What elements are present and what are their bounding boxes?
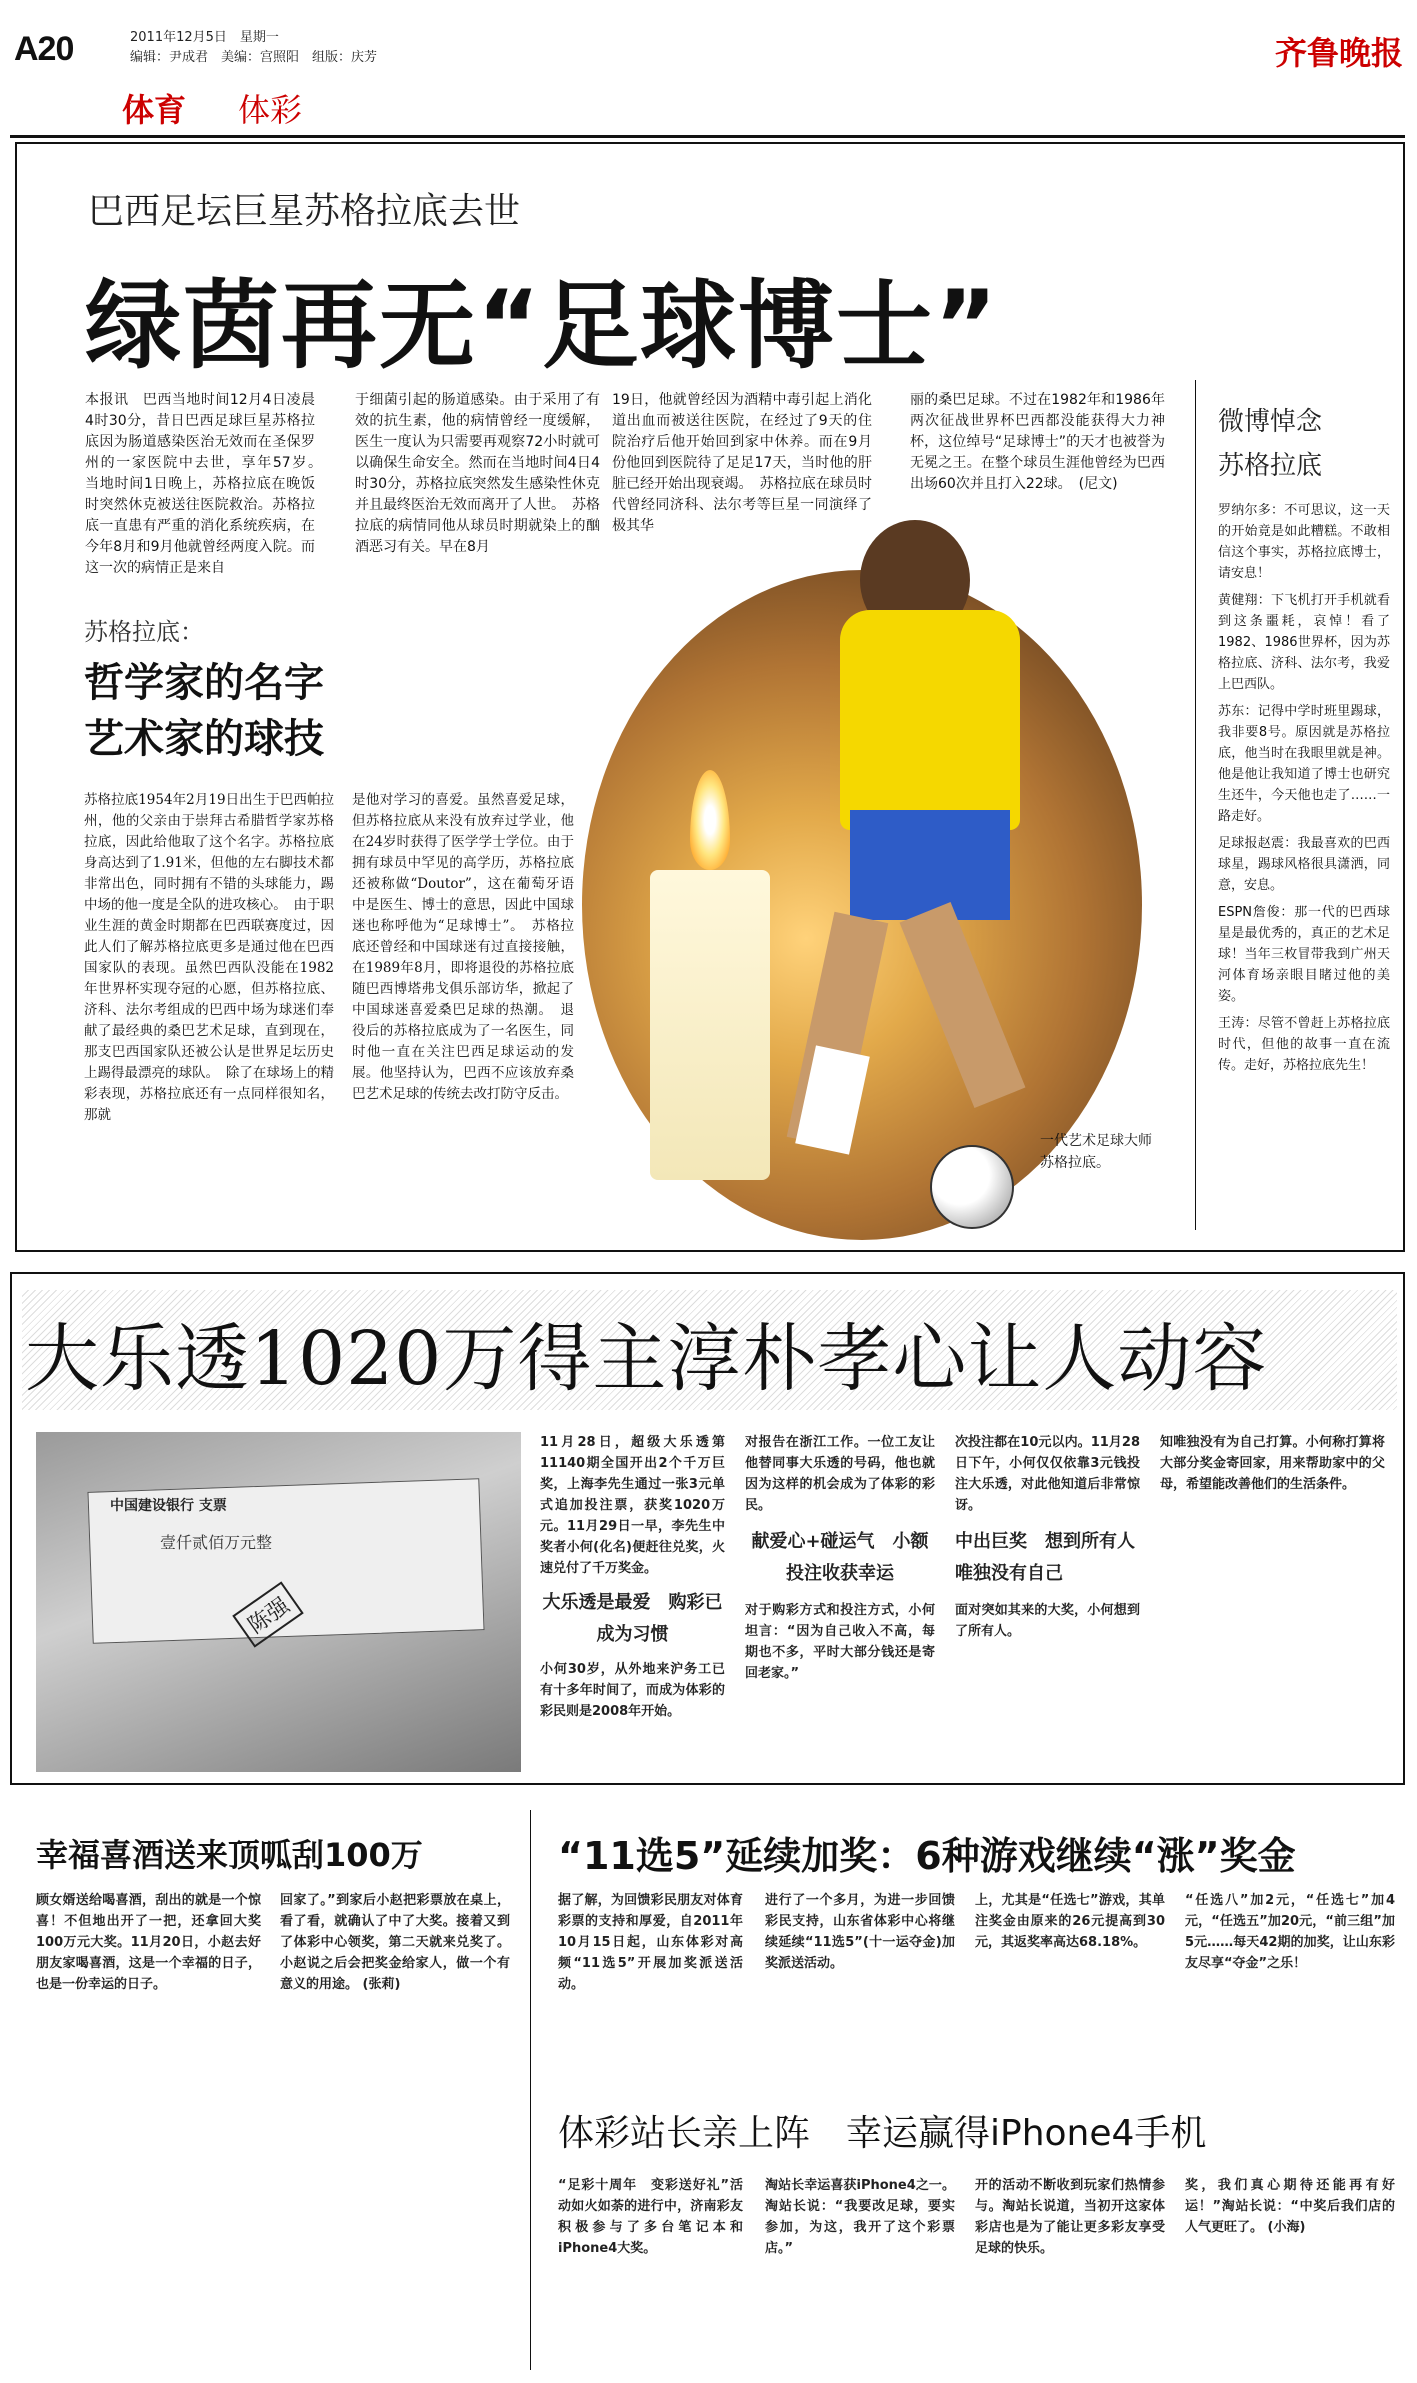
weibo-post: 罗纳尔多：不可思议，这一天的开始竟是如此糟糕。不敢相信这个事实，苏格拉底博士，请安息！ (1218, 503, 1390, 581)
profile-headline-line-1: 哲学家的名字 (84, 660, 324, 706)
wedding-column-1: 顾女婿送给喝喜酒，刮出的就是一个惊喜！不但地出开了一把，还拿回大奖100万元大奖。11月20日，小赵去好朋友家喝喜酒，这是一个幸福的日子，也是一份幸运的日子。 (36, 1893, 261, 1992)
lottery-column-1 (540, 1432, 725, 1722)
weibo-title-line-2: 苏格拉底 (1218, 451, 1323, 481)
iphone-column-3: 开的活动不断收到玩家们热情参与。淘站长说道，当初开这家体彩店也是为了能让更多彩友享受足球的快乐。 (975, 2178, 1165, 2256)
weibo-title-line-1: 微博悼念 (1218, 407, 1323, 437)
weibo-post: 足球报赵震：我最喜欢的巴西球星，踢球风格很具潇洒，同意，安息。 (1218, 836, 1390, 893)
weibo-posts (1218, 500, 1390, 1076)
weibo-tribute-title (1218, 400, 1322, 488)
lottery-subhead-2: 献爱心+碰运气 小额投注收获幸运 (751, 1531, 929, 1584)
weibo-post: 黄健翔：下飞机打开手机就看到这条噩耗，哀悼！看了1982、1986世界杯，因为苏格拉底、济科、法尔考，我爱上巴西队。 (1218, 593, 1390, 692)
cheque-bank-name: 中国建设银行 支票 (110, 1498, 227, 1514)
iphone-byline: (小海) (1267, 2220, 1306, 2235)
lottery-subhead-3: 中出巨奖 想到所有人唯独没有自己 (955, 1531, 1135, 1584)
player-shorts (850, 810, 1010, 920)
wedding-column-2 (280, 1890, 510, 1995)
newspaper-logo: 齐鲁晚报 (1274, 34, 1403, 72)
lottery-col1b-text: 小何30岁，从外地来沪务工已有十多年时间了，而成为体彩的彩民则是2008年开始。 (540, 1662, 725, 1719)
story-column-3: 19日，他就曾经因为酒精中毒引起上消化道出血而被送往医院，在经过了9天的住院治疗后他开始回到家中休养。而在9月份他回到医院待了足足17天，当时他的肝脏已经开始出现衰竭。 苏格拉底在球员时代曾经同济科、法尔考等巨星一同演绎了极其华 (612, 392, 872, 534)
section-lottery: 体彩 (238, 91, 303, 129)
weibo-post: ESPN詹俊：那一代的巴西球星是最优秀的，真正的艺术足球！当年三枚冒带我到广州天河体育场亲眼目睹过他的美姿。 (1218, 905, 1390, 1004)
profile-headline (84, 655, 464, 767)
story-column-4: 丽的桑巴足球。不过在1982年和1986年两次征战世界杯巴西都没能获得大力神杯，这位绰号“足球博士”的天才也被誉为无冕之王。在整个球员生涯他曾经为巴西出场60次并且打入22球。 (尼文) (910, 392, 1165, 492)
pick11-column-2: 进行了一个多月，为进一步回馈彩民支持，山东省体彩中心将继续延续“11选5”(十一运夺金)加奖派送活动。 (765, 1893, 955, 1971)
photo-caption: 一代艺术足球大师苏格拉底。 (1040, 1133, 1152, 1171)
lottery-col2-text: 对报告在浙江工作。一位工友让他替同事大乐透的号码，他也就因为这样的机会成为了体彩的彩民。 (745, 1435, 935, 1513)
pick11-column-1: 据了解，为回馈彩民朋友对体育彩票的支持和厚爱，自2011年10月15日起，山东体彩对高频“11选5”开展加奖派送活动。 (558, 1893, 743, 1992)
player-jersey (840, 610, 1020, 830)
wedding-lottery-headline: 幸福喜酒送来顶呱刮100万 (36, 1836, 423, 1874)
lottery-column-4: 知唯独没有为自己打算。小何称打算将大部分奖金寄回家，用来帮助家中的父母，希望能改善他们的生活条件。 (1160, 1435, 1385, 1492)
section-sports: 体育 (122, 91, 187, 129)
top-story-kicker: 巴西足坛巨星苏格拉底去世 (88, 191, 521, 232)
cheque-amount: 壹仟贰佰万元整 (160, 1533, 273, 1552)
lottery-col3-text: 次投注都在10元以内。11月28日下午，小何仅仅依靠3元钱投注大乐透，对此他知道后非常惊讶。 (955, 1435, 1140, 1513)
story-column-2: 于细菌引起的肠道感染。由于采用了有效的抗生素，他的病情曾经一度缓解，医生一度认为只需要再观察72小时就可以确保生命安全。然而在当地时间4日4时30分，苏格拉底突然发生感染性休克并且最终医治无效而离开了人世。 苏格拉底的病情同他从球员时期就染上的酗酒恶习有关。早在8月 (355, 392, 600, 555)
weibo-post: 苏东：记得中学时班里踢球，我非要8号。原因就是苏格拉底，他当时在我眼里就是神。他是他让我知道了博士也研究生还牛，今天他也走了……一路走好。 (1218, 704, 1390, 824)
profile-headline-line-2: 艺术家的球技 (84, 716, 324, 762)
profile-column-2: 是他对学习的喜爱。虽然喜爱足球，但苏格拉底从来没有放弃过学业，他在24岁时获得了医学学士学位。由于拥有球员中罕见的高学历，苏格拉底还被称做“Doutor”，这在葡萄牙语中是医生、博士的意思，因此中国球迷也称呼他为“足球博士”。 苏格拉底还曾经和中国球迷有过直接接触，在1989年8月，即将退役的苏格拉底随巴西博塔弗戈俱乐部访华，掀起了中国球迷喜爱桑巴足球的热潮。 退役后的苏格拉底成为了一名医生，同时他一直在关注巴西足球运动的发展。他坚持认为，巴西不应该放弃桑巴艺术足球的传统去改打防守反击。 (352, 792, 574, 1102)
editor-credits: 编辑：尹成君 美编：宫照阳 组版：庆芳 (130, 50, 378, 65)
football-image (930, 1145, 1014, 1229)
pick11-headline: “11选5”延续加奖：6种游戏继续“涨”奖金 (558, 1834, 1296, 1878)
lottery-column-3 (955, 1432, 1140, 1642)
issue-date: 2011年12月5日 星期一 (130, 30, 279, 45)
profile-kicker: 苏格拉底： (84, 618, 204, 646)
weibo-post: 王涛：尽管不曾赶上苏格拉底时代，但他的故事一直在流传。走好，苏格拉底先生！ (1218, 1016, 1390, 1073)
lottery-col3b-text: 面对突如其来的大奖，小何想到了所有人。 (955, 1603, 1140, 1639)
lottery-column-2 (745, 1432, 935, 1684)
issue-info (130, 28, 377, 68)
profile-column-1: 苏格拉底1954年2月19日出生于巴西帕拉州，他的父亲由于崇拜古希腊哲学家苏格拉底，因此给他取了这个名字。苏格拉底身高达到了1.91米，但他的左右脚技术都非常出色，同时拥有不错的头球能力，踢中场的他一度是全队的进攻核心。 由于职业生涯的黄金时期都在巴西联赛度过，因此人们了解苏格拉底更多是通过他在巴西国家队的表现。虽然巴西队没能在1982年世界杯实现夺冠的心愿，但苏格拉底、济科、法尔考组成的巴西中场为球迷们奉献了最经典的桑巴艺术足球，直到现在，那支巴西国家队还被公认是世界足坛历史上踢得最漂亮的球队。 除了在球场上的精彩表现，苏格拉底还有一点同样很知名，那就 (84, 792, 334, 1123)
lottery-col2b-text: 对于购彩方式和投注方式，小何坦言：“因为自己收入不高，每期也不多，平时大部分钱还是寄回老家。” (745, 1603, 935, 1681)
sidebar-divider (1195, 380, 1196, 1230)
pick11-column-3: 上，尤其是“任选七”游戏，其单注奖金由原来的26元提高到30元，其返奖率高达68.18%。 (975, 1893, 1165, 1950)
iphone-column-1: “足彩十周年 变彩送好礼”活动如火如荼的进行中，济南彩友积极参与了多台笔记本和iPhone4大奖。 (558, 2178, 743, 2256)
story-column-1: 本报讯 巴西当地时间12月4日凌晨4时30分，昔日巴西足球巨星苏格拉底因为肠道感染医治无效而在圣保罗州的一家医院中去世，享年57岁。 当地时间1日晚上，苏格拉底在晚饭时突然休克被送往医院救治。苏格拉底一直患有严重的消化系统疾病，在今年8月和9月他就曾经两度入院。而这一次的病情正是来自 (85, 392, 329, 576)
lottery-col1-text: 11月28日，超级大乐透第11140期全国开出2个千万巨奖，上海李先生通过一张3元单式追加投注票，获奖1020万元。11月29日一早，李先生中奖者小何(化名)便赶往兑奖，火速兑付了千万奖金。 (540, 1435, 725, 1576)
iphone-column-2: 淘站长幸运喜获iPhone4之一。淘站长说：“我要改足球，要实参加，为这，我开了这个彩票店。” (765, 2178, 955, 2256)
cheque-seal: 陈强 (232, 1581, 304, 1647)
lottery-headline: 大乐透1020万得主淳朴孝心让人动容 (25, 1316, 1268, 1402)
wedding-byline: (张莉) (362, 1977, 401, 1992)
bottom-column-divider (530, 1810, 531, 2370)
pick11-column-4: “任选八”加2元，“任选七”加4元，“任选五”加20元，“前三组”加5元……每天42期的加奖，让山东彩友尽享“夺金”之乐！ (1185, 1893, 1395, 1971)
iphone-headline: 体彩站长亲上阵 幸运赢得iPhone4手机 (558, 2113, 1207, 2154)
iphone-column-4 (1185, 2175, 1395, 2238)
top-story-headline: 绿茵再无“足球博士” (85, 270, 1000, 382)
iphone-col4-text: 奖，我们真心期待还能再有好运！”淘站长说：“中奖后我们店的人气更旺了。 (1185, 2178, 1395, 2235)
lottery-subhead-1: 大乐透是最爱 购彩已成为习惯 (542, 1592, 723, 1645)
wedding-col2-text: 回家了。”到家后小赵把彩票放在桌上，看了看，就确认了中了大奖。接着又到了体彩中心领奖，第二天就来兑奖了。小赵说之后会把奖金给家人，做一个有意义的用途。 (280, 1893, 510, 1992)
header-rule (10, 135, 1405, 138)
page-number: A20 (14, 30, 74, 68)
candle-image (650, 870, 770, 1180)
